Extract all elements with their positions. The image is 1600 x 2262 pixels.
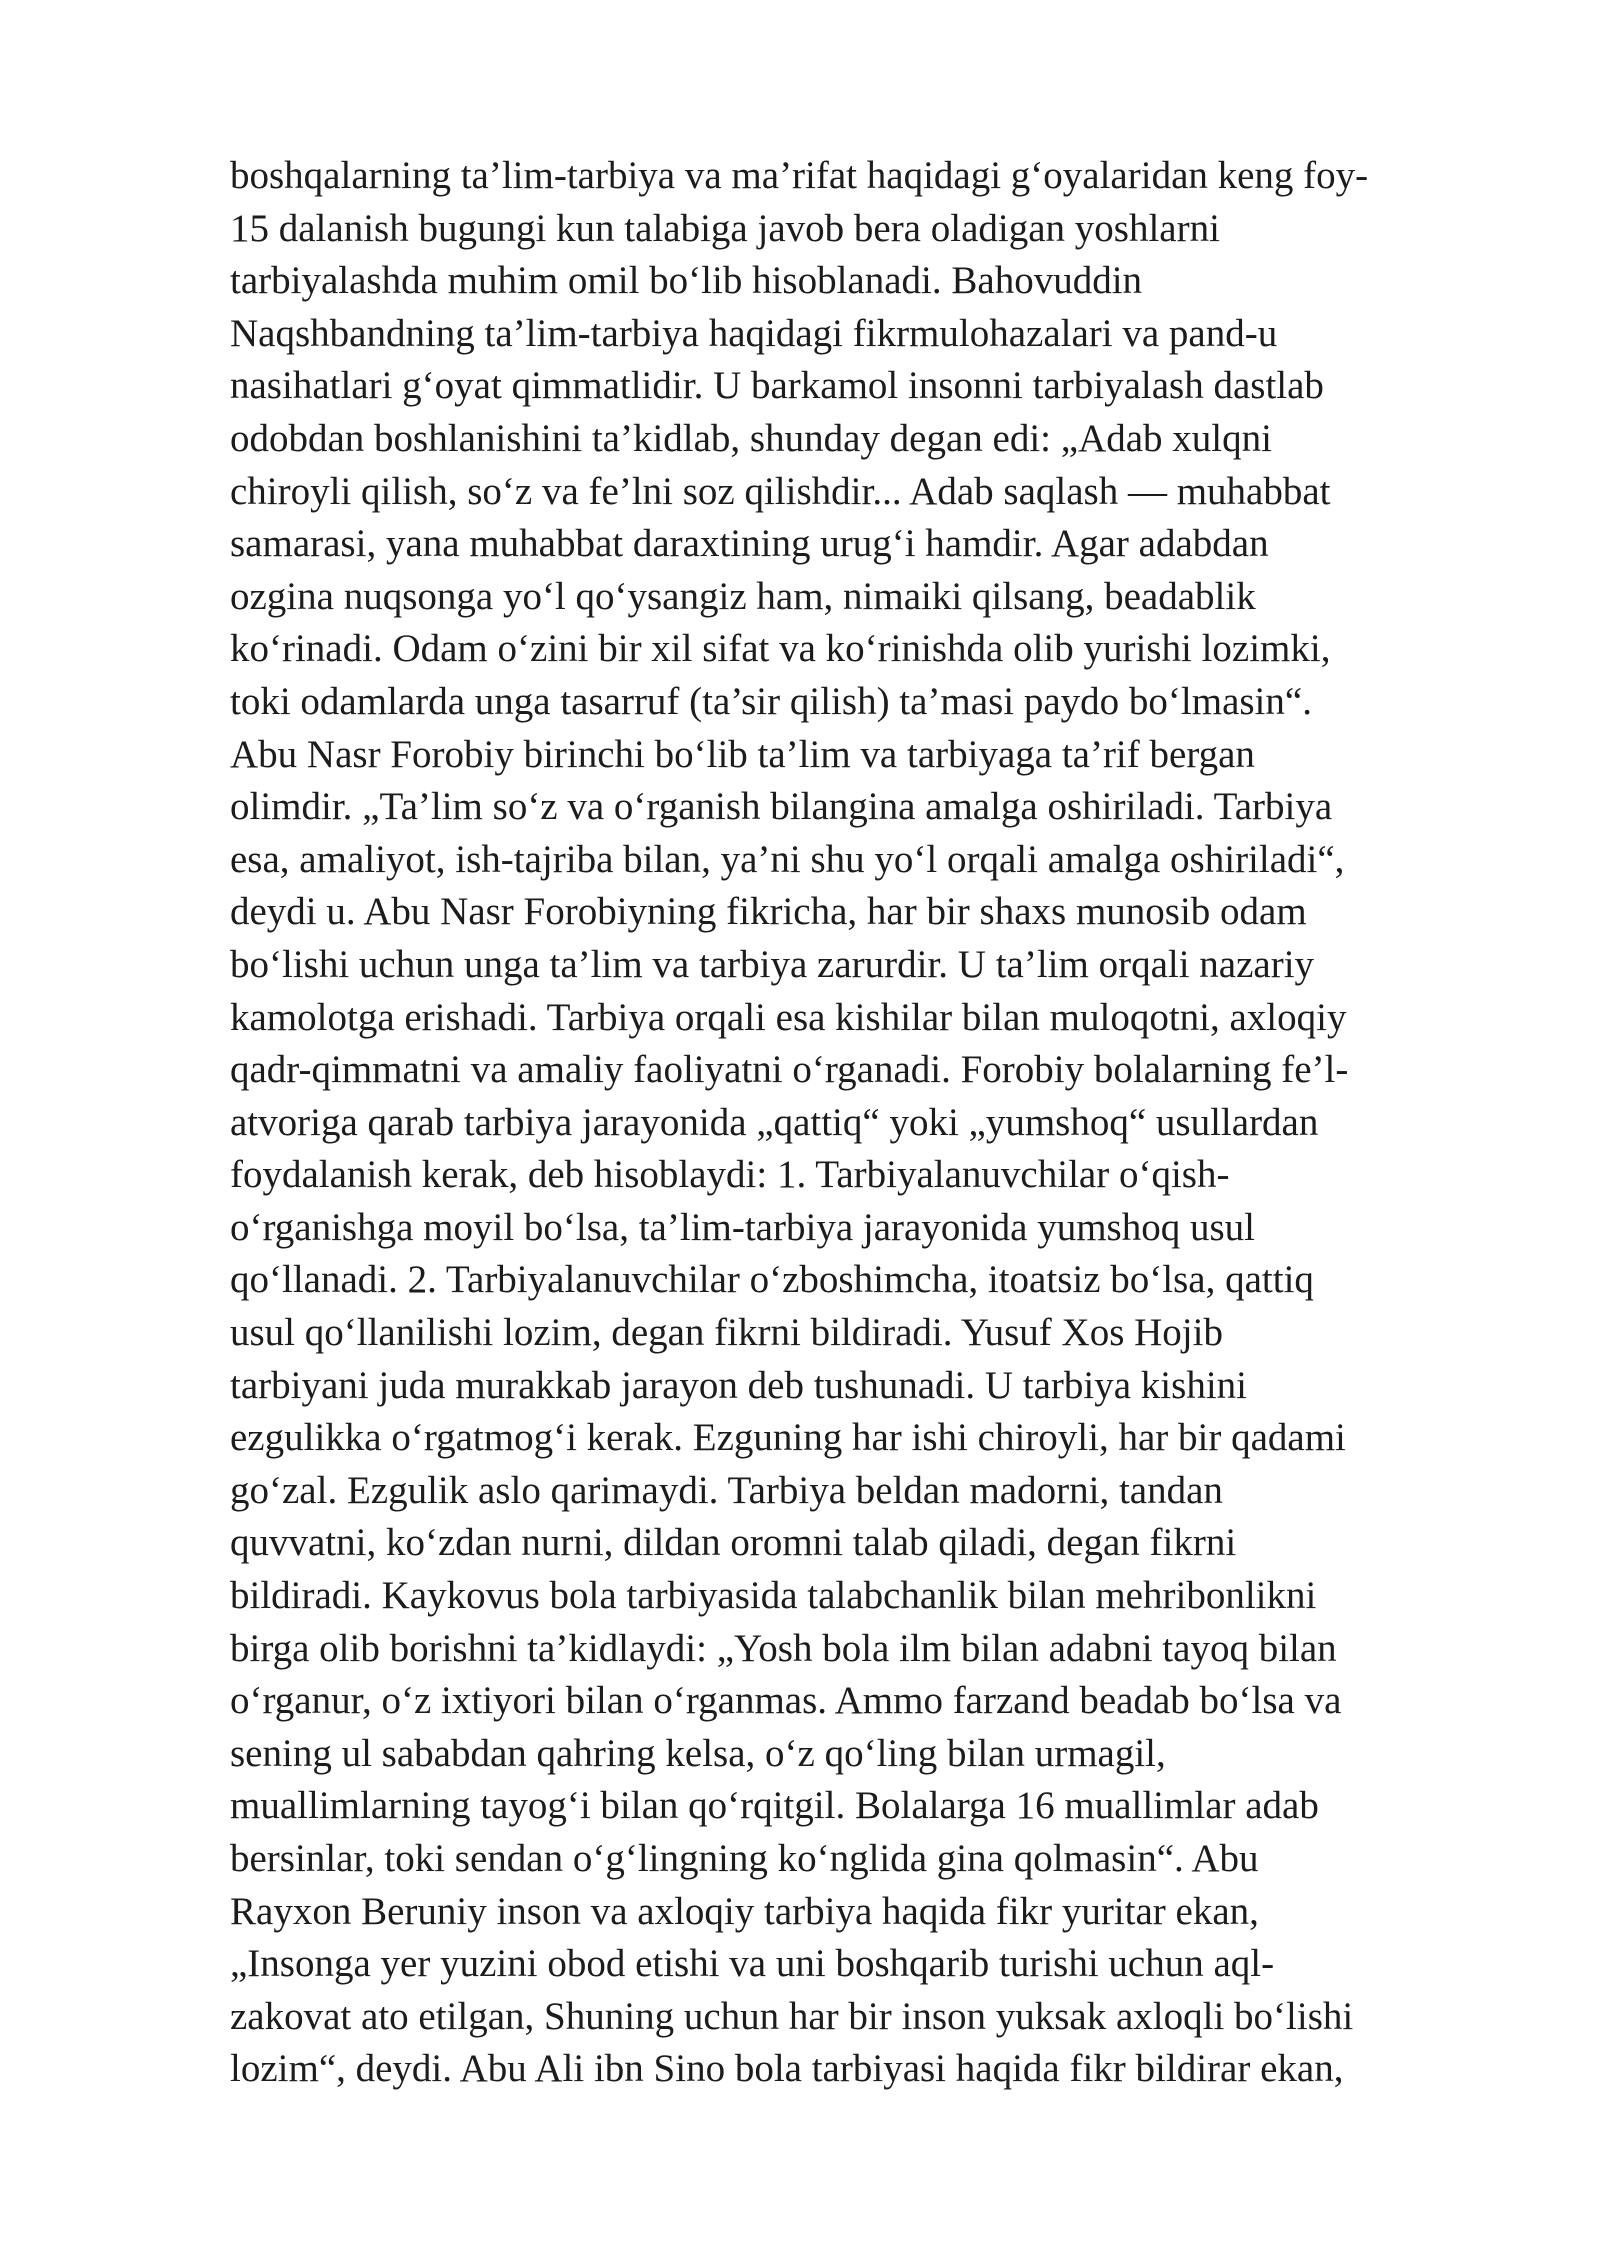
text-line: bo‘lishi uchun unga ta’lim va tarbiya zarurdir. U ta’lim orqali nazariy — [230, 942, 1315, 986]
text-line: samarasi, yana muhabbat daraxtining urug‘i hamdir. Agar adabdan — [230, 522, 1269, 566]
text-line: Abu Nasr Forobiy birinchi bo‘lib ta’lim va tarbiyaga ta’rif bergan — [230, 732, 1255, 776]
text-line: ezgulikka o‘rgatmog‘i kerak. Ezguning har ishi chiroyli, har bir qadami — [230, 1416, 1346, 1460]
body-text — [230, 150, 1550, 2096]
text-line: bildiradi. Kaykovus bola tarbiyasida talabchanlik bilan mehribonlikni — [230, 1574, 1317, 1618]
text-line: bersinlar, toki sendan o‘g‘lingning ko‘nglida gina qolmasin“. Abu — [230, 1837, 1259, 1880]
text-line: 15 dalanish bugungi kun talabiga javob bera oladigan yoshlarni — [230, 206, 1220, 250]
text-line: nasihatlari g‘oyat qimmatlidir. U barkamol insonni tarbiyalash dastlab — [230, 364, 1324, 408]
text-line: lozim“, deydi. Abu Ali ibn Sino bola tarbiyasi haqida fikr bildirar ekan, — [230, 2047, 1344, 2091]
text-line: go‘zal. Ezgulik aslo qarimaydi. Tarbiya beldan madorni, tandan — [230, 1468, 1223, 1512]
text-line: Rayxon Beruniy inson va axloqiy tarbiya haqida fikr yuritar ekan, — [230, 1889, 1259, 1933]
text-line: usul qo‘llanilishi lozim, degan fikrni bildiradi. Yusuf Xos Hojib — [230, 1311, 1223, 1355]
text-line: Naqshbandning ta’lim-tarbiya haqidagi fikrmulohazalari va pand-u — [230, 311, 1278, 355]
text-line: foydalanish kerak, deb hisoblaydi: 1. Tarbiyalanuvchilar o‘qish- — [230, 1153, 1230, 1197]
text-line: deydi u. Abu Nasr Forobiyning fikricha, har bir shaxs munosib odam — [230, 890, 1307, 934]
text-line: boshqalarning ta’lim-tarbiya va ma’rifat haqidagi g‘oyalaridan keng foy- — [230, 154, 1369, 197]
text-line: zakovat ato etilgan, Shuning uchun har bir inson yuksak axloqli bo‘lishi — [230, 1994, 1354, 2038]
text-line: o‘rganur, o‘z ixtiyori bilan o‘rganmas. Ammo farzand beadab bo‘lsa va — [230, 1679, 1342, 1723]
text-line: qo‘llanadi. 2. Tarbiyalanuvchilar o‘zboshimcha, itoatsiz bo‘lsa, qattiq — [230, 1258, 1314, 1302]
text-line: ko‘rinadi. Odam o‘zini bir xil sifat va ko‘rinishda olib yurishi lozimki, — [230, 627, 1331, 671]
text-line: o‘rganishga moyil bo‘lsa, ta’lim-tarbiya jarayonida yumshoq usul — [230, 1205, 1255, 1249]
text-line: toki odamlarda unga tasarruf (ta’sir qilish) ta’masi paydo bo‘lmasin“. — [230, 679, 1312, 723]
text-line: tarbiyalashda muhim omil bo‘lib hisoblanadi. Bahovuddin — [230, 259, 1143, 303]
text-line: chiroyli qilish, so‘z va fe’lni soz qilishdir... Adab saqlash — muhabbat — [230, 469, 1331, 513]
text-line: qadr-qimmatni va amaliy faoliyatni o‘rganadi. Forobiy bolalarning fe’l- — [230, 1048, 1349, 1092]
text-line: birga olib borishni ta’kidlaydi: „Yosh bola ilm bilan adabni tayoq bilan — [230, 1626, 1337, 1670]
text-line: tarbiyani juda murakkab jarayon deb tushunadi. U tarbiya kishini — [230, 1363, 1247, 1407]
text-line: quvvatni, ko‘zdan nurni, dildan oromni talab qiladi, degan fikrni — [230, 1521, 1237, 1565]
text-line: odobdan boshlanishini ta’kidlab, shunday degan edi: „Adab xulqni — [230, 416, 1272, 460]
text-line: muallimlarning tayog‘i bilan qo‘rqitgil. Bolalarga 16 muallimlar adab — [230, 1784, 1319, 1828]
text-line: atvoriga qarab tarbiya jarayonida „qattiq“ yoki „yumshoq“ usullardan — [230, 1100, 1319, 1144]
text-line: kamolotga erishadi. Tarbiya orqali esa kishilar bilan muloqotni, axloqiy — [230, 995, 1347, 1039]
text-line: ozgina nuqsonga yo‘l qo‘ysangiz ham, nimaiki qilsang, beadablik — [230, 574, 1256, 618]
text-line: esa, amaliyot, ish-tajriba bilan, ya’ni shu yo‘l orqali amalga oshiriladi“, — [230, 837, 1345, 881]
text-line: „Insonga yer yuzini obod etishi va uni boshqarib turishi uchun aql- — [230, 1942, 1275, 1986]
text-line: sening ul sababdan qahring kelsa, o‘z qo‘ling bilan urmagil, — [230, 1731, 1166, 1775]
text-line: olimdir. „Ta’lim so‘z va o‘rganish bilangina amalga oshiriladi. Tarbiya — [230, 785, 1333, 829]
